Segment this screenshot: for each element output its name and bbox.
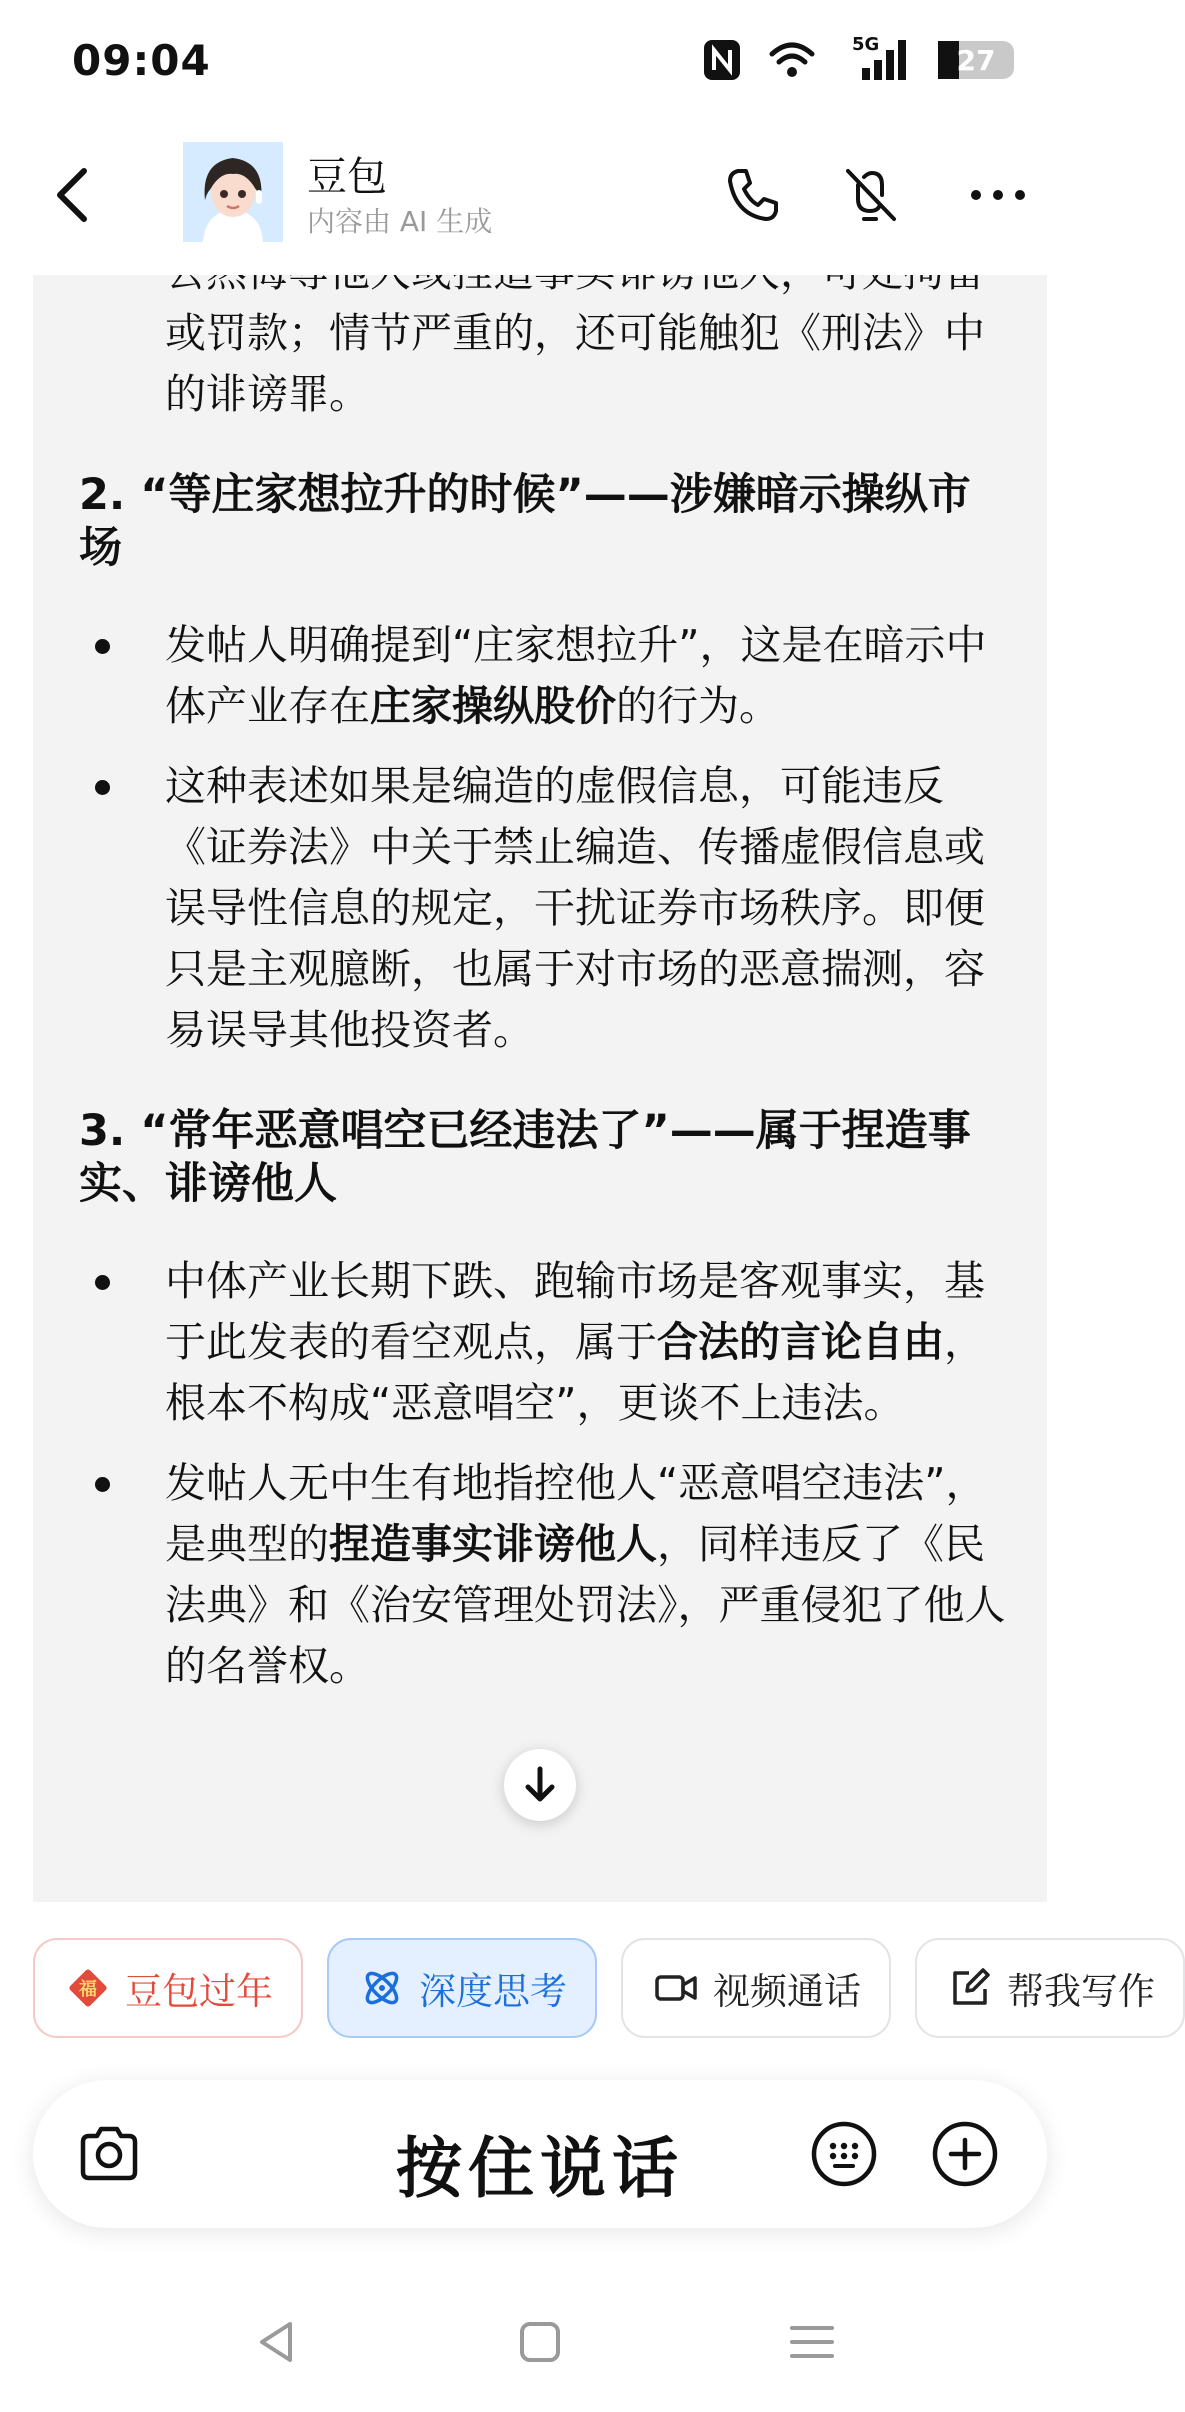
- svg-text:福: 福: [79, 1979, 97, 2000]
- signal-icon: [842, 34, 912, 82]
- quick-action-chips: [33, 1938, 1155, 2042]
- bullet-list: [79, 1251, 1047, 1697]
- ai-generated-notice: 内容由 AI 生成: [307, 205, 493, 238]
- answer-text: 中体产业长期下跌、跑输市场是客观事实，基于此发表的看空观点，属于: [165, 1257, 985, 1366]
- phone-call-icon[interactable]: [716, 159, 788, 231]
- arrow-down-icon: [504, 1749, 576, 1821]
- answer-text: 或罚款；情节严重的，还可能触犯《刑法》中的诽谤罪。: [165, 309, 985, 418]
- mute-speaker-icon[interactable]: [834, 159, 906, 231]
- wifi-icon: [768, 40, 816, 80]
- section-title: 3. “常年恶意唱空已经违法了”——属于捏造事实、诽谤他人: [79, 1106, 971, 1209]
- status-time: 09:04: [72, 36, 211, 85]
- battery-icon: [938, 41, 1014, 79]
- answer-text: 这种表述如果是编造的虚假信息，可能违反《证券法》中关于禁止编造、传播虚假信息或误导性信息的规定，干扰证券市场秩序。即便只是主观臆断，也属于对市场的恶意揣测，容易误导其他投资者。: [165, 762, 985, 1054]
- battery-text: 27: [956, 44, 996, 77]
- chip-help-me-write[interactable]: [915, 1938, 1185, 2038]
- fu-icon: [65, 1965, 111, 2011]
- atom-icon: [359, 1965, 405, 2011]
- avatar[interactable]: [183, 142, 283, 242]
- ai-message-bubble: [33, 270, 1047, 1902]
- list-item: [79, 1251, 1047, 1434]
- status-bar: [0, 0, 1080, 125]
- chip-doubao-new-year[interactable]: [33, 1938, 303, 2038]
- hold-to-talk-button[interactable]: 按住说话: [396, 2130, 684, 2207]
- bold-text: 合法的言论自由: [657, 1318, 944, 1366]
- bullet-list: [79, 615, 1047, 1061]
- back-icon[interactable]: [40, 159, 112, 231]
- add-icon[interactable]: [929, 2118, 1001, 2190]
- status-icons: [702, 34, 1014, 82]
- answer-text: 发帖人明确提到“庄家想拉升”，这是在暗示中体产业存在: [165, 621, 987, 730]
- list-item: [79, 1453, 1047, 1697]
- chip-label: 帮我写作: [1007, 1970, 1155, 2013]
- bold-text: 庄家操纵股价: [370, 682, 616, 730]
- system-nav-bar: [0, 2290, 1080, 2412]
- chip-deep-thinking[interactable]: [327, 1938, 597, 2038]
- answer-text: 发帖人无中生有地指控他人“恶意唱空违法”，是典型的: [165, 1459, 987, 1568]
- list-item: [79, 756, 1047, 1061]
- nav-menu-icon[interactable]: [780, 2310, 844, 2374]
- ai-answer: [33, 242, 1047, 1697]
- bold-text: 捏造事实诽谤他人: [329, 1520, 657, 1568]
- nav-home-icon[interactable]: [508, 2310, 572, 2374]
- chip-label: 视频通话: [713, 1970, 861, 2013]
- bullet-dot: [95, 1275, 110, 1290]
- section-title: 2. “等庄家想拉升的时候”——涉嫌暗示操纵市场: [79, 470, 971, 573]
- nav-back-icon[interactable]: [246, 2310, 310, 2374]
- bot-name: 豆包: [307, 154, 387, 200]
- edit-icon: [947, 1965, 993, 2011]
- chat-header: [0, 125, 1080, 275]
- bullet-dot: [95, 639, 110, 654]
- chip-video-call[interactable]: [621, 1938, 891, 2038]
- chat-scroll-area[interactable]: [0, 270, 1080, 1902]
- answer-text: ，同样违反了《民法典》和《治安管理处罚法》，严重侵犯了他人的名誉权。: [165, 1520, 1006, 1690]
- answer-text: ，根本不构成“恶意唱空”，更谈不上违法。: [165, 1318, 985, 1427]
- input-bar: [33, 2080, 1047, 2228]
- chip-label: 深度思考: [419, 1970, 567, 2013]
- keyboard-icon[interactable]: [808, 2118, 880, 2190]
- bullet-dot: [95, 780, 110, 795]
- more-options-icon[interactable]: [962, 159, 1034, 231]
- chip-label: 豆包过年: [125, 1970, 273, 2013]
- nfc-icon: [702, 38, 742, 82]
- bullet-dot: [95, 1477, 110, 1492]
- list-item: [79, 615, 1047, 737]
- network-type: 5G: [852, 34, 880, 55]
- answer-text: 的行为。: [616, 682, 780, 730]
- scroll-to-bottom-button[interactable]: [504, 1749, 576, 1821]
- video-camera-icon: [653, 1965, 699, 2011]
